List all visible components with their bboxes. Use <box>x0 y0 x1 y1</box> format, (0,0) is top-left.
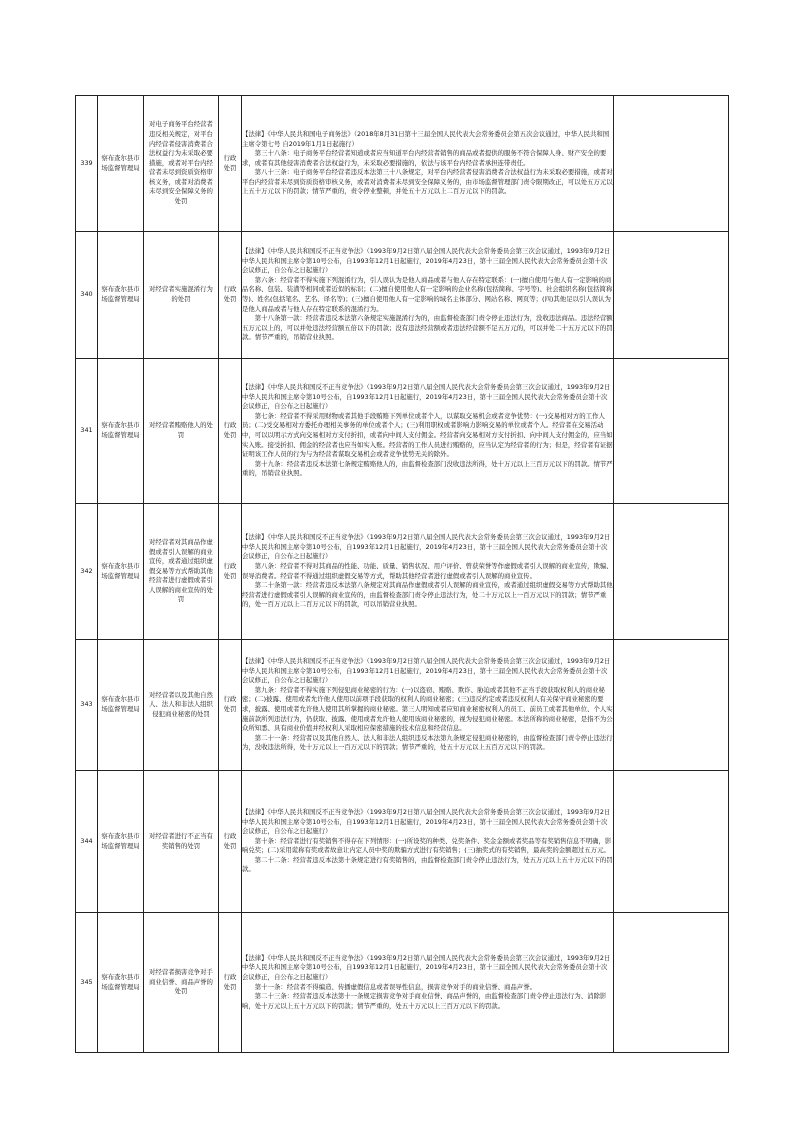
row-number: 344 <box>76 771 98 913</box>
basis-paragraph: 第八十三条：电子商务平台经营者违反本法第三十八条规定，对平台内经营者侵害消费者合法权益行为未采取必要措施，或者对平台内经营者未尽到资质资格审核义务，或者对消费者未尽到安全保障义务的，由市场监督管理部门责令限期改正，可以处五万元以上五十万元以下的罚款；情节严重的，责令停业整顿，并处五十万元以上二百万元以下的罚款。 <box>242 168 613 196</box>
row-number: 340 <box>76 232 98 359</box>
item-type: 行政处罚 <box>223 421 237 439</box>
item-name: 对经营者实施混淆行为的处罚 <box>149 285 213 303</box>
department: 察布查尔县市场监督管理局 <box>101 153 140 172</box>
basis-paragraph: 【法律】《中华人民共和国反不正当竞争法》（1993年9月2日第八届全国人民代表大会常务委员会第三次会议通过，1993年9月2日中华人民共和国主席令第10号公布，自1993年12月1日起施行，2019年4月23日，第十三届全国人民代表大会常务委员会第十次会议修正，自公布之日起施行） <box>242 533 611 561</box>
legal-basis <box>242 359 614 504</box>
legal-basis <box>242 771 614 913</box>
row-number: 339 <box>76 96 98 232</box>
table-row <box>76 359 729 504</box>
department: 察布查尔县市场监督管理局 <box>101 831 140 850</box>
legal-basis <box>242 640 614 771</box>
item-name: 对电子商务平台经营者违反相关规定，对平台内经营者侵害消费者合法权益行为未采取必要措施，或者对平台内经营者未尽到资质资格审核义务，或者对消费者未尽到安全保障义务的处罚 <box>149 120 213 206</box>
basis-paragraph: 第二十条第一款：经营者违反本法第八条规定对其商品作虚假或者引人误解的商业宣传，或者通过组织虚假交易等方式帮助其他经营者进行虚假或者引人误解的商业宣传的，由监督检查部门责令停止违法行为，处二十万元以上一百万元以下的罚款；情节严重的，处一百万元以上二百万元以下的罚款，可以吊销营业执照。 <box>242 581 613 609</box>
department: 察布查尔县市场监督管理局 <box>101 561 140 580</box>
basis-paragraph: 第二十三条：经营者违反本法第十一条规定损害竞争对手商业信誉、商品声誉的，由监督检查部门责令停止违法行为、消除影响，处十万元以上五十万元以下的罚款；情节严重的，处五十万元以上三百万元以下的罚款。 <box>242 992 607 1010</box>
department: 察布查尔县市场监督管理局 <box>101 972 140 991</box>
legal-basis <box>242 913 614 1053</box>
item-type: 行政处罚 <box>223 831 237 850</box>
item-name: 对经营者以及其他自然人、法人和非法人组织侵犯商业秘密的处罚 <box>149 690 213 718</box>
basis-paragraph: 【法律】《中华人民共和国反不正当竞争法》（1993年9月2日第八届全国人民代表大会常务委员会第三次会议通过，1993年9月2日中华人民共和国主席令第10号公布，自1993年12月1日起施行，2019年4月23日，第十三届全国人民代表大会常务委员会第十次会议修正，自公布之日起施行） <box>242 247 611 275</box>
basis-paragraph: 第七条：经营者不得采用财物或者其他手段贿赂下列单位或者个人，以谋取交易机会或者竞争优势：(一)交易相对方的工作人员；(二)受交易相对方委托办理相关事务的单位或者个人；(三)利用职权或者影响力影响交易的单位或者个人。经营者在交易活动中，可以以明示方式向交易相对方支付折扣，或者向中间人支付佣金。经营者向交易相对方支付折扣、向中间人支付佣金的，应当如实入账。接受折扣、佣金的经营者也应当如实入账。经营者的工作人员进行贿赂的，应当认定为经营者的行为；但是，经营者有证据证明该工作人员的行为与为经营者谋取交易机会或者竞争优势无关的除外。 <box>242 411 613 459</box>
basis-paragraph: 【法律】《中华人民共和国反不正当竞争法》（1993年9月2日第八届全国人民代表大会常务委员会第三次会议通过，1993年9月2日中华人民共和国主席令第10号公布，自1993年12月1日起施行，2019年4月23日，第十三届全国人民代表大会常务委员会第十次会议修正，自公布之日起施行） <box>242 953 611 981</box>
table-row <box>76 232 729 359</box>
row-number: 342 <box>76 504 98 640</box>
legal-basis <box>242 96 614 232</box>
remarks-cell <box>614 504 729 640</box>
item-type: 行政处罚 <box>223 972 237 991</box>
department: 察布查尔县市场监督管理局 <box>101 695 140 713</box>
basis-paragraph: 第十一条：经营者不得编造、传播虚假信息或者误导性信息，损害竞争对手的商业信誉、商品声誉。 <box>254 982 536 991</box>
basis-paragraph: 第八条：经营者不得对其商品的性能、功能、质量、销售状况、用户评价、曾获荣誉等作虚假或者引人误解的商业宣传，欺骗、误导消费者。经营者不得通过组织虚假交易等方式，帮助其他经营者进行虚假或者引人误解的商业宣传。 <box>242 561 613 580</box>
legal-basis <box>242 504 614 640</box>
item-name: 对经营者进行不正当有奖销售的处罚 <box>149 831 213 850</box>
row-number: 343 <box>76 640 98 771</box>
table-row <box>76 96 729 232</box>
remarks-cell <box>614 640 729 771</box>
remarks-cell <box>614 359 729 504</box>
basis-paragraph: 第九条：经营者不得实施下列侵犯商业秘密的行为：(一)以盗窃、贿赂、欺诈、胁迫或者其他不正当手段获取权利人的商业秘密；(二)披露、使用或者允许他人使用以前项手段获取的权利人的商业秘密；(三)违反约定或者违反权利人有关保守商业秘密的要求，披露、使用或者允许他人使用其所掌握的商业秘密。第三人明知或者应知商业秘密权利人的员工、前员工或者其他单位、个人实施前款所列违法行为，仍获取、披露、使用或者允许他人使用该商业秘密的，视为侵犯商业秘密。本法所称的商业秘密，是指不为公众所知悉、具有商业价值并经权利人采取相应保密措施的技术信息和经营信息。 <box>242 685 613 733</box>
remarks-cell <box>614 232 729 359</box>
item-type: 行政处罚 <box>223 153 237 172</box>
department: 察布查尔县市场监督管理局 <box>101 285 140 303</box>
remarks-cell <box>614 771 729 913</box>
basis-paragraph: 【法律】《中华人民共和国反不正当竞争法》（1993年9月2日第八届全国人民代表大会常务委员会第三次会议通过，1993年9月2日中华人民共和国主席令第10号公布，自1993年12月1日起施行，2019年4月23日，第十三届全国人民代表大会常务委员会第十次会议修正，自公布之日起施行） <box>242 657 611 685</box>
basis-paragraph: 【法律】《中华人民共和国反不正当竞争法》（1993年9月2日第八届全国人民代表大会常务委员会第三次会议通过，1993年9月2日中华人民共和国主席令第10号公布，自1993年12月1日起施行，2019年4月23日，第十三届全国人民代表大会常务委员会第十次会议修正，自公布之日起施行） <box>242 383 611 411</box>
remarks-cell <box>614 913 729 1053</box>
basis-paragraph: 【法律】《中华人民共和国反不正当竞争法》（1993年9月2日第八届全国人民代表大会常务委员会第三次会议通过，1993年9月2日中华人民共和国主席令第10号公布，自1993年12月1日起施行，2019年4月23日，第十三届全国人民代表大会常务委员会第十次会议修正，自公布之日起施行） <box>242 807 611 836</box>
basis-paragraph: 第二十一条：经营者以及其他自然人、法人和非法人组织违反本法第九条规定侵犯商业秘密的，由监督检查部门责令停止违法行为，没收违法所得，处十万元以上一百万元以下的罚款；情节严重的，处五十万元以上五百万元以下的罚款。 <box>242 733 613 752</box>
basis-paragraph: 第十条：经营者进行有奖销售不得存在下列情形：(一)所设奖的种类、兑奖条件、奖金金额或者奖品等有奖销售信息不明确，影响兑奖；(二)采用谎称有奖或者故意让内定人员中奖的欺骗方式进行有奖销售；(三)抽奖式的有奖销售，最高奖的金额超过五万元。 <box>242 836 612 855</box>
table-row <box>76 771 729 913</box>
table-row <box>76 640 729 771</box>
table-row <box>76 913 729 1053</box>
item-type: 行政处罚 <box>223 695 237 713</box>
item-name: 对经营者对其商品作虚假或者引人误解的商业宣传，或者通过组织虚假交易等方式帮助其他经营者进行虚假或者引人误解的商业宣传的处罚 <box>149 537 213 604</box>
item-name: 对经营者贿赂他人的处罚 <box>149 421 213 439</box>
basis-paragraph: 第六条：经营者不得实施下列混淆行为，引人误认为是他人商品或者与他人存在特定联系：(一)擅自使用与他人有一定影响的商品名称、包装、装潢等相同或者近似的标识；(二)擅自使用他人有一定影响的企业名称(包括简称、字号等)、社会组织名称(包括简称等)、姓名(包括笔名、艺名、译名等)；(三)擅自使用他人有一定影响的域名主体部分、网站名称、网页等；(四)其他足以引人误认为是他人商品或者与他人存在特定联系的混淆行为。 <box>242 275 613 313</box>
legal-basis <box>242 232 614 359</box>
item-name: 对经营者损害竞争对手商业信誉、商品声誉的处罚 <box>149 968 213 996</box>
basis-paragraph: 第十八条第一款：经营者违反本法第六条规定实施混淆行为的，由监督检查部门责令停止违法行为，没收违法商品。违法经营额五万元以上的，可以并处违法经营额五倍以下的罚款；没有违法经营额或者违法经营额不足五万元的，可以并处二十五万元以下的罚款。情节严重的，吊销营业执照。 <box>242 314 613 342</box>
basis-paragraph: 【法律】《中华人民共和国电子商务法》（2018年8月31日第十三届全国人民代表大会常务委员会第五次会议通过，中华人民共和国主席令第七号 自2019年1月1日起施行） <box>242 129 610 148</box>
remarks-cell <box>614 96 729 232</box>
row-number: 345 <box>76 913 98 1053</box>
row-number: 341 <box>76 359 98 504</box>
basis-paragraph: 第二十二条：经营者违反本法第十条规定进行有奖销售的，由监督检查部门责令停止违法行为，处五万元以上五十万元以下的罚款。 <box>242 855 613 874</box>
power-list-table <box>75 95 729 1053</box>
item-type: 行政处罚 <box>223 285 237 303</box>
department: 察布查尔县市场监督管理局 <box>101 421 140 439</box>
basis-paragraph: 第三十八条：电子商务平台经营者知道或者应当知道平台内经营者销售的商品或者提供的服务不符合保障人身、财产安全的要求，或者有其他侵害消费者合法权益行为，未采取必要措施的，依法与该平台内经营者承担连带责任。 <box>242 149 607 167</box>
item-type: 行政处罚 <box>223 561 237 580</box>
basis-paragraph: 第十九条：经营者违反本法第七条规定贿赂他人的，由监督检查部门没收违法所得，处十万元以上三百万元以下的罚款。情节严重的，吊销营业执照。 <box>242 459 613 478</box>
table-row <box>76 504 729 640</box>
